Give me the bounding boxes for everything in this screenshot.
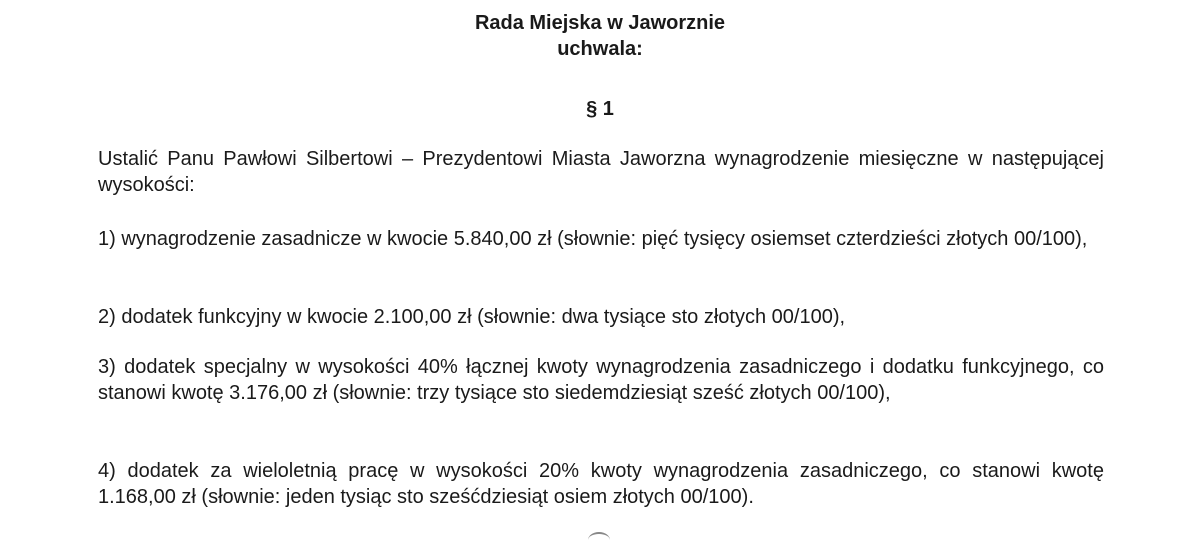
section-title: § 1 <box>586 98 614 120</box>
list-item-seniority-allowance: 4) dodatek za wieloletnią pracę w wysokości 20% kwoty wynagrodzenia zasadniczego, co stanowi kwotę 1.168,00 zł (słownie: jeden tysiąc sto sześćdziesiąt osiem złotych 00/100). <box>98 460 1104 508</box>
list-item-function-allowance: 2) dodatek funkcyjny w kwocie 2.100,00 zł (słownie: dwa tysiące sto złotych 00/100), <box>98 306 846 328</box>
list-item-special-allowance: 3) dodatek specjalny w wysokości 40% łącznej kwoty wynagrodzenia zasadniczego i dodatku funkcyjnego, co stanowi kwotę 3.176,00 zł (słownie: trzy tysiące sto siedemdziesiąt sześć złotych 00/100), <box>98 356 1104 404</box>
council-name: Rada Miejska w Jaworznie <box>474 12 726 34</box>
resolution-label: uchwala: <box>557 38 643 60</box>
cropped-text-fragment <box>588 532 610 540</box>
list-item-base-salary: 1) wynagrodzenie zasadnicze w kwocie 5.840,00 zł (słownie: pięć tysięcy osiemset czterdzieści złotych 00/100), <box>98 228 1088 250</box>
intro-paragraph: Ustalić Panu Pawłowi Silbertowi – Prezydentowi Miasta Jaworzna wynagrodzenie miesięczne w następującej wysokości: <box>98 148 1104 196</box>
document-header <box>0 10 1200 62</box>
